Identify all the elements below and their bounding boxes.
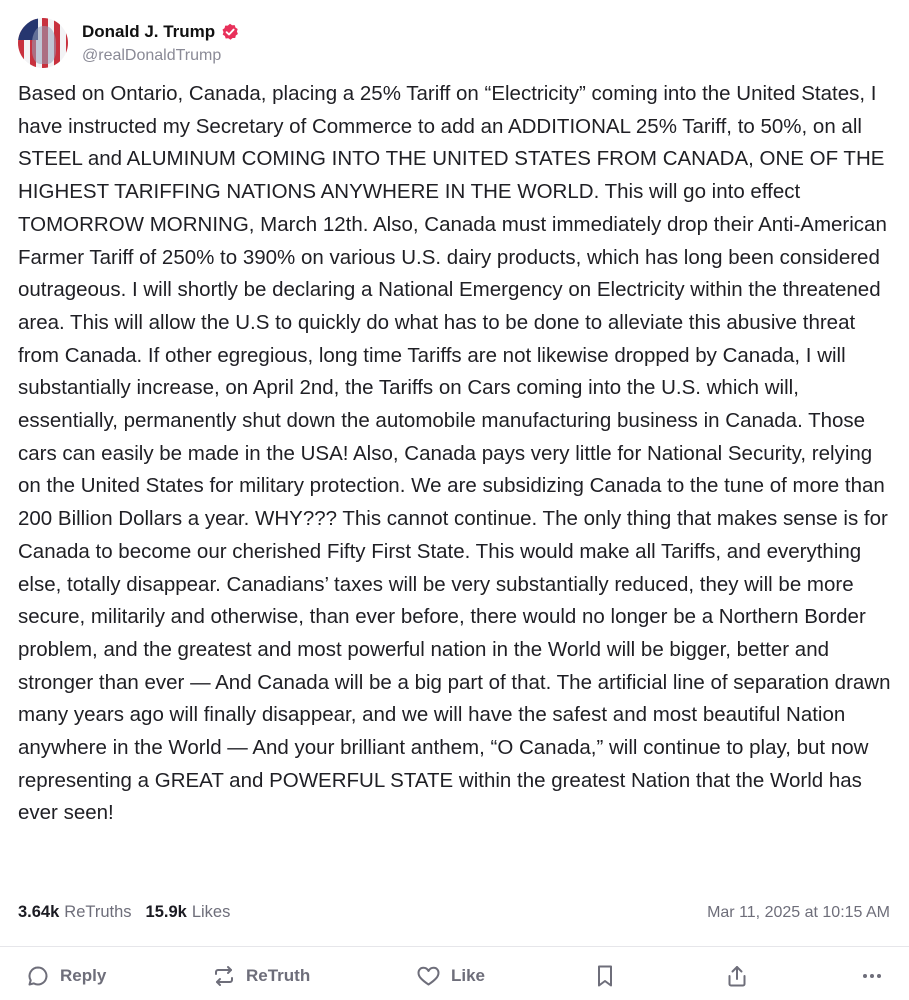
reply-label: Reply bbox=[60, 966, 107, 985]
heart-icon bbox=[416, 964, 441, 988]
author-handle[interactable]: @realDonaldTrump bbox=[82, 46, 222, 64]
reply-icon bbox=[26, 964, 50, 988]
retruths-label: ReTruths bbox=[64, 903, 132, 921]
likes-stat[interactable] bbox=[146, 903, 231, 922]
retruth-button[interactable] bbox=[212, 958, 310, 994]
avatar[interactable] bbox=[18, 18, 68, 68]
likes-label: Likes bbox=[191, 903, 231, 921]
share-icon bbox=[726, 964, 748, 988]
share-button[interactable] bbox=[726, 958, 748, 994]
divider bbox=[0, 946, 909, 947]
more-icon bbox=[860, 964, 884, 988]
post-stats bbox=[18, 903, 890, 922]
author-info bbox=[82, 22, 239, 65]
bookmark-icon bbox=[595, 964, 615, 988]
bookmark-button[interactable] bbox=[595, 958, 615, 994]
post-header bbox=[18, 18, 239, 68]
action-bar bbox=[0, 958, 909, 994]
reply-button[interactable] bbox=[26, 958, 106, 994]
retruth-icon bbox=[212, 964, 236, 988]
likes-count: 15.9k bbox=[145, 903, 187, 921]
like-label: Like bbox=[451, 966, 486, 985]
post-timestamp[interactable]: Mar 11, 2025 at 10:15 AM bbox=[707, 903, 890, 921]
post-text: Based on Ontario, Canada, placing a 25% Tariff on “Electricity” coming into the United States, I have instructed my Secretary of Commerce to add an ADDITIONAL 25% Tariff, to 50%, on all STEEL and ALUMINUM COMING INTO THE UNITED STATES FROM CANADA, ONE OF THE HIGHEST TARIFFING NATIONS ANYWHERE IN THE WORLD. This will go into effect TOMORROW MORNING, March 12th. Also, Canada must immediately drop their Anti-American Farmer Tariff of 250% to 390% on various U.S. dairy products, which has long been considered outrageous. I will shortly be declaring a National Emergency on Electricity within the threatened area. This will allow the U.S to quickly do what has to be done to alleviate this abusive threat from Canada. If other egregious, long time Tariffs are not likewise dropped by Canada, I will substantially increase, on April 2nd, the Tariffs on Cars coming into the U.S. which will, essentially, permanently shut down the automobile manufacturing business in Canada. Those cars can easily be made in the USA! Also, Canada pays very little for National Security, relying on the United States for military protection. We are subsidizing Canada to the tune of more than 200 Billion Dollars a year. WHY??? This cannot continue. The only thing that makes sense is for Canada to become our cherished Fifty First State. This would make all Tariffs, and everything else, totally disappear. Canadians’ taxes will be very substantially reduced, they will be more secure, militarily and otherwise, than ever before, there would no longer be a Northern Border problem, and the greatest and most powerful nation in the World will be bigger, better and stronger than ever — And Canada will be a big part of that. The artificial line of separation drawn many years ago will finally disappear, and we will have the safest and most beautiful Nation anywhere in the World — And your brilliant anthem, “O Canada,” will continue to play, but now representing a GREAT and POWERFUL STATE within the greatest Nation that the World has ever seen! bbox=[18, 82, 891, 825]
retruths-stat[interactable] bbox=[18, 903, 132, 922]
verified-badge-icon bbox=[221, 23, 239, 41]
retruths-count: 3.64k bbox=[18, 903, 60, 921]
like-button[interactable] bbox=[416, 958, 485, 994]
retruth-label: ReTruth bbox=[246, 966, 311, 985]
author-name[interactable]: Donald J. Trump bbox=[82, 21, 216, 41]
more-button[interactable] bbox=[860, 958, 884, 994]
